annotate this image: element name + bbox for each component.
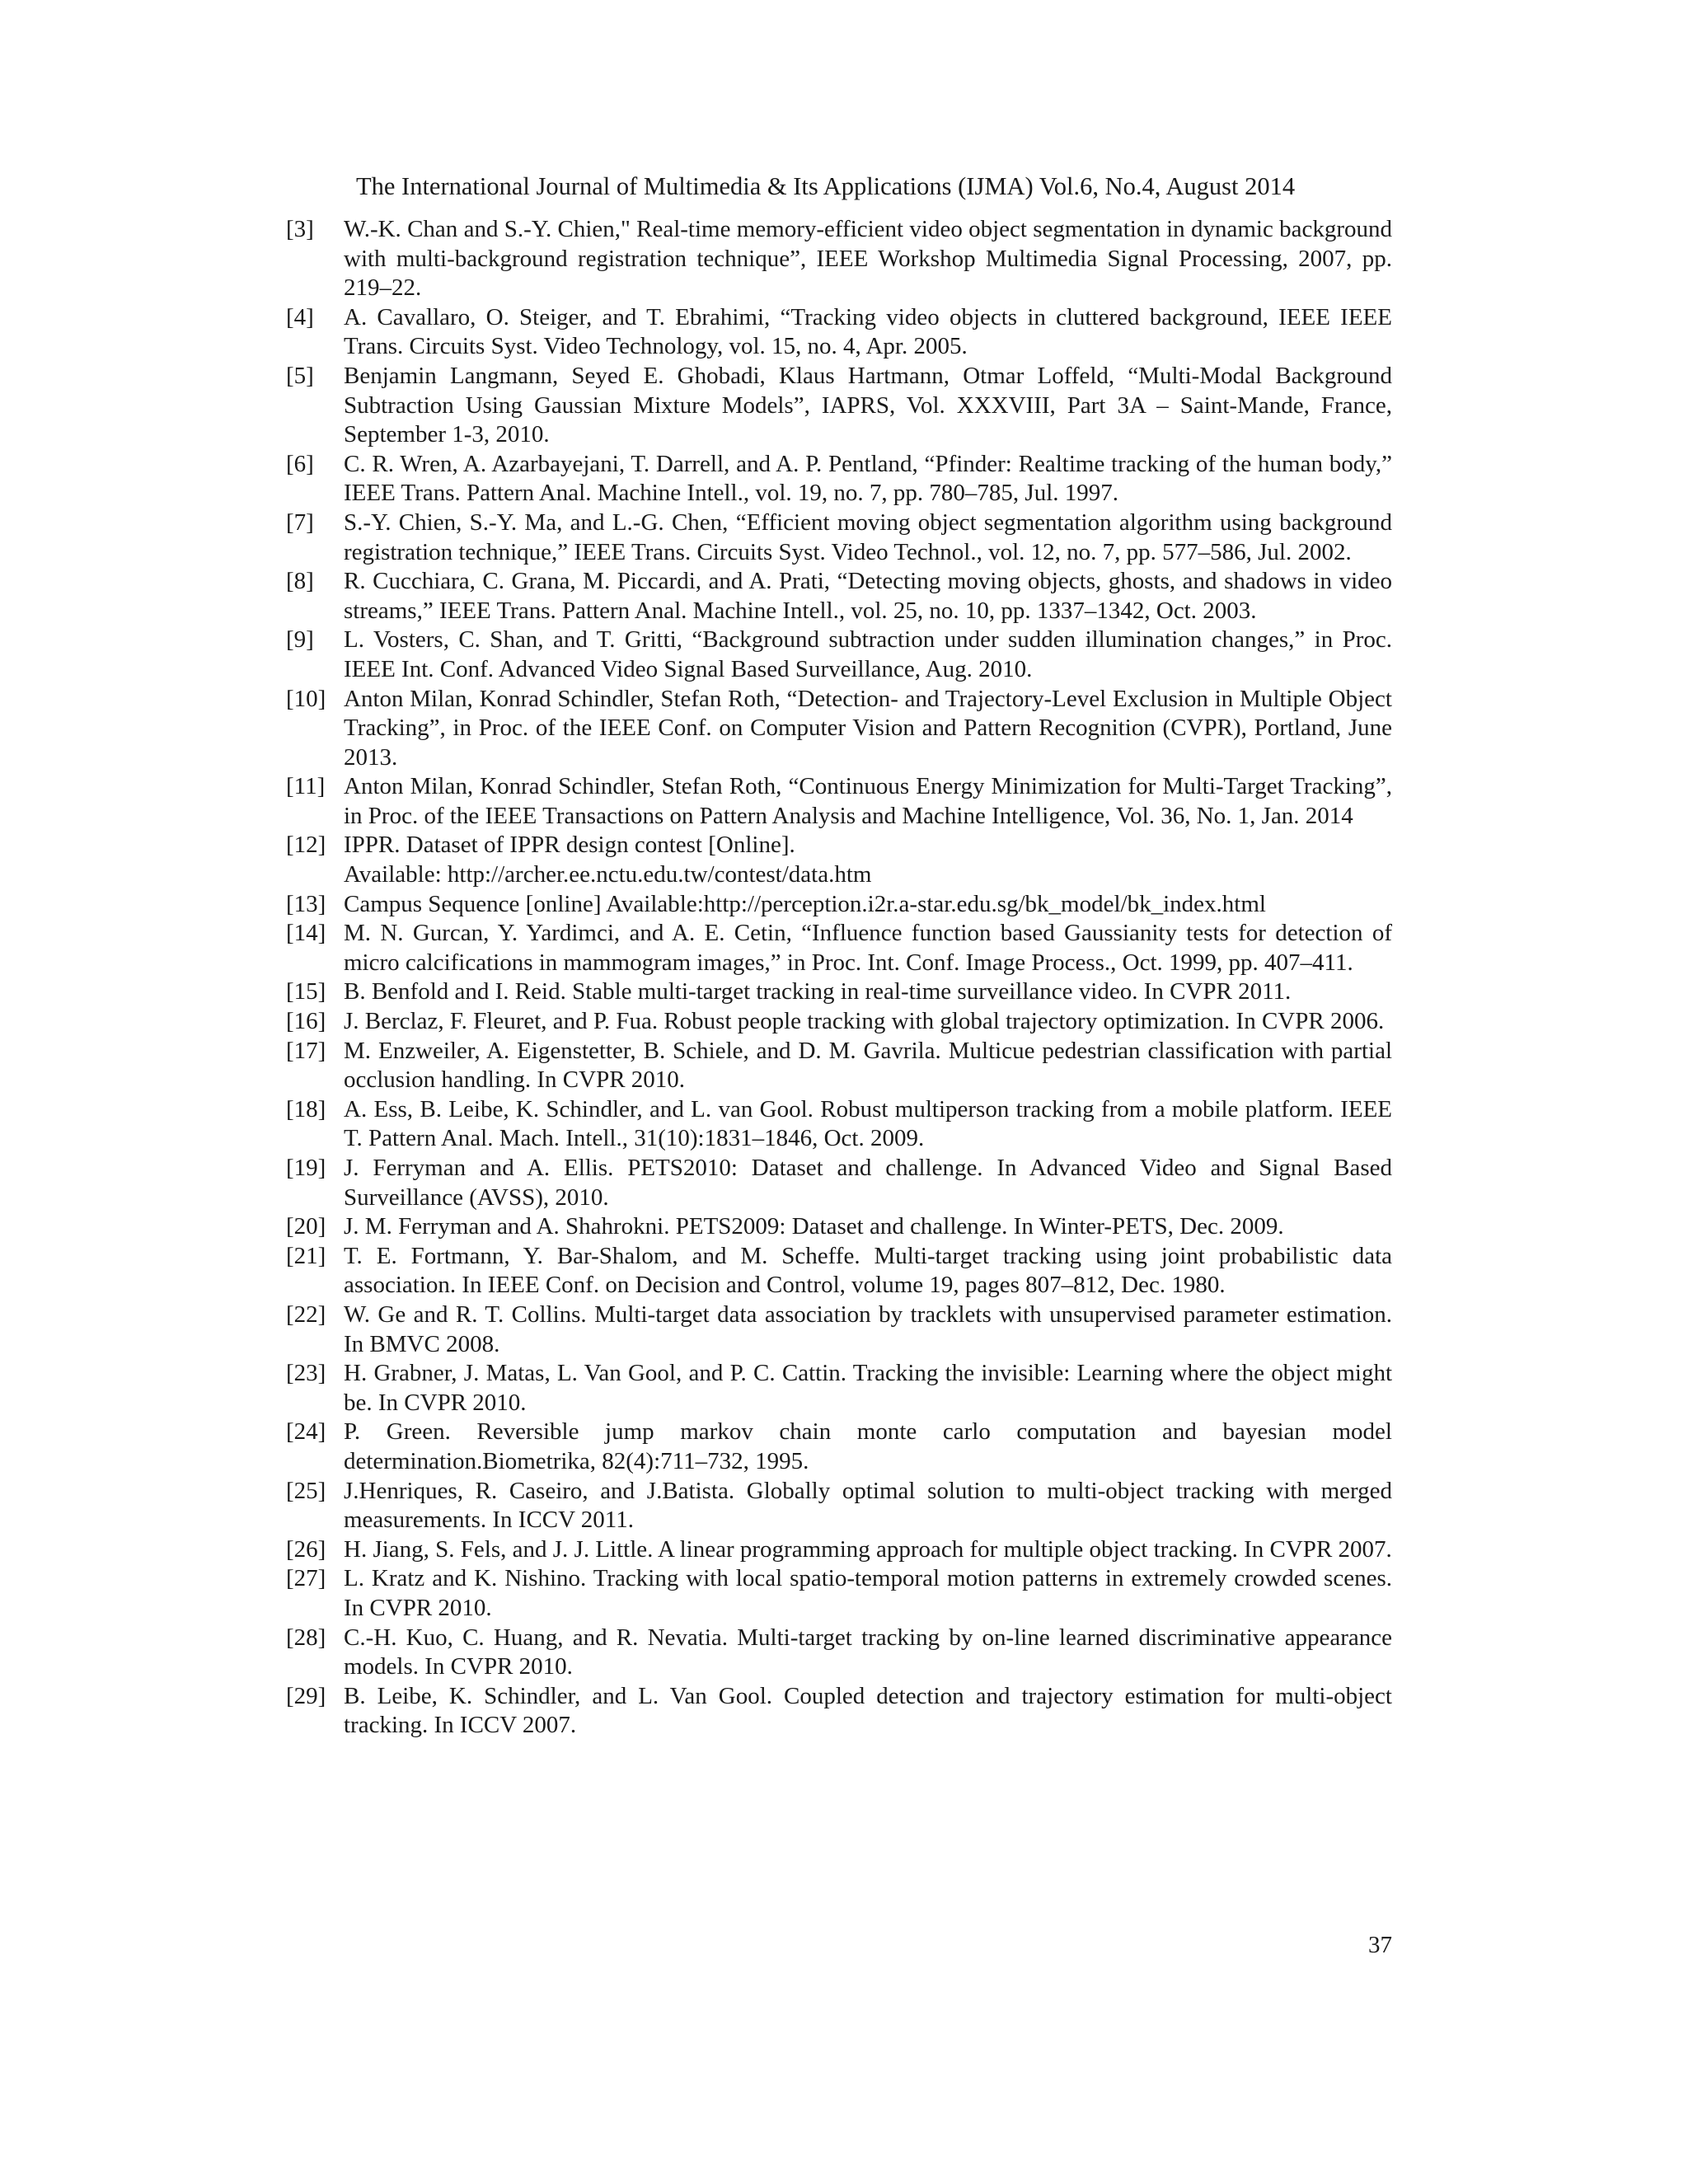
reference-entry [286, 1477, 1392, 1535]
reference-text [344, 977, 1392, 1007]
reference-text-line: T. E. Fortmann, Y. Bar-Shalom, and M. Scheffe. Multi-target tracking using joint probabilistic data association. In IEEE Conf. on Decision and Control, volume 19, pages 807–812, Dec. 1980. [344, 1242, 1392, 1299]
reference-text-line: M. N. Gurcan, Y. Yardimci, and A. E. Cetin, “Influence function based Gaussianity tests for detection of micro calcifications in mammogram images,” in Proc. Int. Conf. Image Process., Oct. 1999, pp. 407–411. [344, 920, 1392, 976]
reference-text [344, 215, 1392, 303]
reference-text-line: J.Henriques, R. Caseiro, and J.Batista. Globally optimal solution to multi-object tracking with merged measurements. In ICCV 2011. [344, 1477, 1392, 1534]
reference-entry [286, 890, 1392, 920]
reference-text [344, 1359, 1392, 1418]
reference-text-line: IPPR. Dataset of IPPR design contest [Online]. [344, 832, 795, 859]
reference-text-line: R. Cucchiara, C. Grana, M. Piccardi, and A. Prati, “Detecting moving objects, ghosts, and shadows in video streams,” IEEE Trans. Pattern Anal. Machine Intell., vol. 25, no. 10, pp. 1337–1342, Oct. 2003. [344, 568, 1392, 624]
reference-text-line: H. Jiang, S. Fels, and J. J. Little. A linear programming approach for multiple object tracking. In CVPR 2007. [344, 1535, 1392, 1563]
reference-entry [286, 1212, 1392, 1242]
reference-number: [4] [286, 303, 314, 330]
reference-text-line: A. Cavallaro, O. Steiger, and T. Ebrahimi, “Tracking video objects in cluttered background, IEEE IEEE Trans. Circuits Syst. Video Technology, vol. 15, no. 4, Apr. 2005. [344, 303, 1392, 360]
page-number: 37 [1368, 1932, 1392, 1958]
reference-entry [286, 509, 1392, 567]
reference-text [344, 1682, 1392, 1741]
reference-text [344, 1477, 1392, 1535]
running-header: The International Journal of Multimedia & Its Applications (IJMA) Vol.6, No.4, August 2014 [356, 172, 1296, 200]
reference-text-line: Campus Sequence [online] Available:http://perception.i2r.a-star.edu.sg/bk_model/bk_index.html [344, 890, 1266, 917]
reference-number: [3] [286, 216, 314, 242]
reference-entry [286, 303, 1392, 362]
reference-entry [286, 1007, 1392, 1037]
reference-text [344, 509, 1392, 567]
reference-text-line: Anton Milan, Konrad Schindler, Stefan Roth, “Detection- and Trajectory-Level Exclusion in Multiple Object Tracking”, in Proc. of the IEEE Conf. on Computer Vision and Pattern Recognition (CVPR), Portland, June 2013. [344, 685, 1392, 771]
reference-text-line: B. Benfold and I. Reid. Stable multi-target tracking in real-time surveillance video. In CVPR 2011. [344, 978, 1292, 1005]
reference-text-line: W.-K. Chan and S.-Y. Chien," Real-time memory-efficient video object segmentation in dynamic background with multi-background registration technique”, IEEE Workshop Multimedia Signal Processing, 2007, pp. 219–22. [344, 216, 1392, 302]
reference-number: [28] [286, 1624, 326, 1651]
reference-entry [286, 1301, 1392, 1359]
reference-text [344, 772, 1392, 831]
reference-text-line: C.-H. Kuo, C. Huang, and R. Nevatia. Multi-target tracking by on-line learned discriminative appearance models. In CVPR 2010. [344, 1624, 1392, 1680]
reference-number: [18] [286, 1095, 326, 1122]
reference-entry [286, 567, 1392, 626]
reference-entry [286, 1564, 1392, 1623]
reference-number: [26] [286, 1535, 326, 1563]
reference-text [344, 1418, 1392, 1476]
reference-text [344, 1301, 1392, 1359]
reference-number: [9] [286, 626, 314, 654]
reference-number: [24] [286, 1418, 326, 1446]
reference-text [344, 1535, 1392, 1565]
reference-entry [286, 362, 1392, 450]
reference-text [344, 1242, 1392, 1301]
reference-entry [286, 626, 1392, 684]
reference-text-line: H. Grabner, J. Matas, L. Van Gool, and P. C. Cattin. Tracking the invisible: Learning where the object might be. In CVPR 2010. [344, 1360, 1392, 1416]
reference-text [344, 831, 1392, 889]
reference-number: [23] [286, 1360, 326, 1387]
reference-entry [286, 831, 1392, 889]
reference-number: [27] [286, 1565, 326, 1592]
reference-number: [22] [286, 1301, 326, 1328]
reference-number: [17] [286, 1037, 326, 1064]
reference-text [344, 362, 1392, 450]
reference-number: [21] [286, 1242, 326, 1269]
reference-number: [13] [286, 890, 326, 917]
reference-entry [286, 450, 1392, 509]
reference-text-line: S.-Y. Chien, S.-Y. Ma, and L.-G. Chen, “Efficient moving object segmentation algorithm using background registration technique,” IEEE Trans. Circuits Syst. Video Technol., vol. 12, no. 7, pp. 577–586, Jul. 2002. [344, 509, 1392, 565]
reference-text [344, 890, 1392, 920]
reference-entry [286, 215, 1392, 303]
reference-text-line: J. Ferryman and A. Ellis. PETS2010: Dataset and challenge. In Advanced Video and Signal Based Surveillance (AVSS), 2010. [344, 1155, 1392, 1211]
reference-entry [286, 1242, 1392, 1301]
reference-number: [8] [286, 568, 314, 595]
reference-entry [286, 1095, 1392, 1154]
reference-entry [286, 1359, 1392, 1418]
reference-text [344, 919, 1392, 977]
reference-number: [5] [286, 362, 314, 389]
reference-entry [286, 1154, 1392, 1212]
reference-text-line: Benjamin Langmann, Seyed E. Ghobadi, Klaus Hartmann, Otmar Loffeld, “Multi-Modal Background Subtraction Using Gaussian Mixture Models”, IAPRS, Vol. XXXVIII, Part 3A – Saint-Mande, France, September 1-3, 2010. [344, 362, 1392, 448]
reference-text-line: B. Leibe, K. Schindler, and L. Van Gool. Coupled detection and trajectory estimation for multi-object tracking. In ICCV 2007. [344, 1682, 1392, 1739]
reference-text [344, 567, 1392, 626]
reference-number: [25] [286, 1477, 326, 1504]
reference-text-line: J. Berclaz, F. Fleuret, and P. Fua. Robust people tracking with global trajectory optimization. In CVPR 2006. [344, 1008, 1385, 1035]
reference-text [344, 1095, 1392, 1154]
reference-text [344, 450, 1392, 509]
reference-text [344, 1564, 1392, 1623]
reference-entry [286, 1682, 1392, 1741]
reference-entry [286, 772, 1392, 831]
reference-number: [10] [286, 685, 326, 712]
reference-text [344, 1624, 1392, 1682]
reference-text [344, 626, 1392, 684]
reference-number: [7] [286, 509, 314, 536]
reference-text-line: J. M. Ferryman and A. Shahrokni. PETS2009: Dataset and challenge. In Winter-PETS, Dec. 2009. [344, 1213, 1284, 1240]
reference-text-line: Anton Milan, Konrad Schindler, Stefan Roth, “Continuous Energy Minimization for Multi-Target Tracking”, in Proc. of the IEEE Transactions on Pattern Analysis and Machine Intelligence, Vol. 36, No. 1, Jan. 2014 [344, 773, 1392, 829]
reference-entry [286, 1037, 1392, 1095]
reference-number: [20] [286, 1213, 326, 1240]
reference-text [344, 1154, 1392, 1212]
reference-text [344, 1212, 1392, 1242]
reference-text-line: A. Ess, B. Leibe, K. Schindler, and L. van Gool. Robust multiperson tracking from a mobile platform. IEEE T. Pattern Anal. Mach. Intell., 31(10):1831–1846, Oct. 2009. [344, 1095, 1392, 1152]
reference-number: [14] [286, 920, 326, 947]
reference-text [344, 1037, 1392, 1095]
reference-number: [11] [286, 773, 326, 800]
reference-entry [286, 977, 1392, 1007]
reference-text [344, 303, 1392, 362]
reference-number: [15] [286, 978, 326, 1005]
reference-entry [286, 919, 1392, 977]
reference-entry [286, 685, 1392, 773]
reference-text-line: L. Kratz and K. Nishino. Tracking with local spatio-temporal motion patterns in extremely crowded scenes. In CVPR 2010. [344, 1565, 1392, 1621]
reference-list [286, 215, 1392, 1741]
reference-entry [286, 1624, 1392, 1682]
reference-text-line: C. R. Wren, A. Azarbayejani, T. Darrell, and A. P. Pentland, “Pfinder: Realtime tracking of the human body,” IEEE Trans. Pattern Anal. Machine Intell., vol. 19, no. 7, pp. 780–785, Jul. 1997. [344, 450, 1392, 507]
reference-number: [16] [286, 1008, 326, 1035]
reference-text [344, 685, 1392, 773]
reference-number: [29] [286, 1682, 326, 1709]
reference-text [344, 1007, 1392, 1037]
reference-text-line: P. Green. Reversible jump markov chain monte carlo computation and bayesian model determination.Biometrika, 82(4):711–732, 1995. [344, 1418, 1392, 1474]
reference-text-line: W. Ge and R. T. Collins. Multi-target data association by tracklets with unsupervised parameter estimation. In BMVC 2008. [344, 1301, 1392, 1357]
reference-entry [286, 1535, 1392, 1565]
reference-text-line: L. Vosters, C. Shan, and T. Gritti, “Background subtraction under sudden illumination changes,” in Proc. IEEE Int. Conf. Advanced Video Signal Based Surveillance, Aug. 2010. [344, 626, 1392, 682]
reference-number: [19] [286, 1155, 326, 1181]
reference-entry [286, 1418, 1392, 1476]
reference-number: [6] [286, 450, 314, 477]
reference-text-line: M. Enzweiler, A. Eigenstetter, B. Schiele, and D. M. Gavrila. Multicue pedestrian classification with partial occlusion handling. In CVPR 2010. [344, 1037, 1392, 1094]
reference-text-line: Available: http://archer.ee.nctu.edu.tw/contest/data.htm [344, 861, 872, 888]
reference-number: [12] [286, 832, 326, 859]
